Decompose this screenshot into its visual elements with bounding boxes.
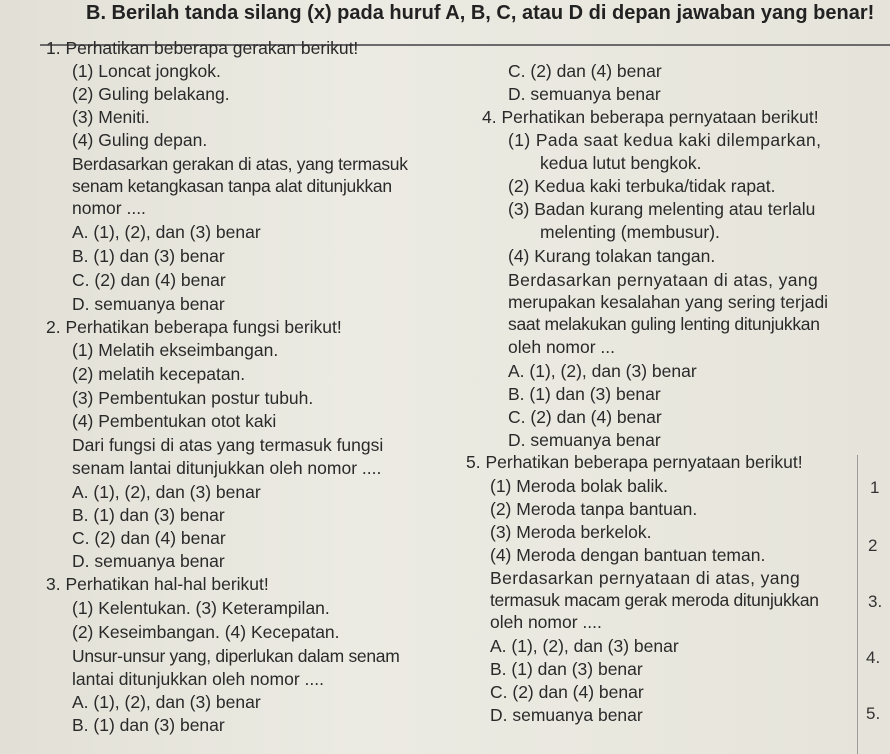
q2-item-4: (4) Pembentukan otot kaki — [72, 411, 277, 431]
q1-prompt: 1. Perhatikan beberapa gerakan berikut! — [46, 38, 359, 58]
q5-option-a[interactable]: A. (1), (2), dan (3) benar — [490, 636, 679, 656]
q1-stem-2: senam ketangkasan tanpa alat ditunjukkan — [72, 176, 392, 196]
q3-option-b[interactable]: B. (1) dan (3) benar — [72, 715, 225, 735]
q5-option-d[interactable]: D. semuanya benar — [490, 705, 643, 725]
q5-option-c[interactable]: C. (2) dan (4) benar — [490, 682, 644, 702]
q1-item-1: (1) Loncat jongkok. — [72, 61, 221, 81]
q3-prompt: 3. Perhatikan hal-hal berikut! — [46, 574, 269, 594]
q4-item-4: (4) Kurang tolakan tangan. — [508, 246, 716, 266]
q2-option-c[interactable]: C. (2) dan (4) benar — [72, 528, 226, 548]
q1-stem-3: nomor .... — [72, 198, 146, 218]
q4-stem-4: oleh nomor ... — [508, 337, 615, 357]
q2-option-a[interactable]: A. (1), (2), dan (3) benar — [72, 482, 261, 502]
q1-item-2: (2) Guling belakang. — [72, 84, 230, 104]
section-title: B. Berilah tanda silang (x) pada huruf A, B, C, atau D di depan jawaban yang benar! — [86, 2, 875, 24]
q3-items-row-2: (2) Keseimbangan. (4) Kecepatan. — [72, 622, 340, 642]
q1-item-3: (3) Meniti. — [72, 107, 150, 127]
q4-option-c[interactable]: C. (2) dan (4) benar — [508, 407, 662, 427]
carry-option-d[interactable]: D. semuanya benar — [508, 84, 661, 104]
q2-option-d[interactable]: D. semuanya benar — [72, 551, 225, 571]
q5-prompt: 5. Perhatikan beberapa pernyataan berikut! — [466, 452, 803, 472]
edge-number-3: 3. — [868, 592, 883, 611]
q4-item-2: (2) Kedua kaki terbuka/tidak rapat. — [508, 176, 776, 196]
q2-item-3: (3) Pembentukan postur tubuh. — [72, 388, 314, 408]
q1-stem-1: Berdasarkan gerakan di atas, yang termasuk — [72, 154, 408, 174]
q5-option-b[interactable]: B. (1) dan (3) benar — [490, 659, 643, 679]
q2-stem-1: Dari fungsi di atas yang termasuk fungsi — [72, 435, 384, 455]
q1-item-4: (4) Guling depan. — [72, 130, 208, 150]
q5-stem-2: termasuk macam gerak meroda ditunjukkan — [490, 590, 819, 610]
q4-item-1: (1) Pada saat kedua kaki dilemparkan, — [508, 130, 822, 150]
q5-stem-3: oleh nomor .... — [490, 612, 602, 632]
q2-item-1: (1) Melatih ekseimbangan. — [72, 340, 279, 360]
q4-option-a[interactable]: A. (1), (2), dan (3) benar — [508, 361, 697, 381]
q5-item-4: (4) Meroda dengan bantuan teman. — [490, 545, 766, 565]
q1-option-a[interactable]: A. (1), (2), dan (3) benar — [72, 222, 261, 242]
q5-stem-1: Berdasarkan pernyataan di atas, yang — [490, 568, 801, 588]
q2-option-b[interactable]: B. (1) dan (3) benar — [72, 505, 225, 525]
q5-item-2: (2) Meroda tanpa bantuan. — [490, 499, 698, 519]
q2-item-2: (2) melatih kecepatan. — [72, 364, 246, 384]
q4-prompt: 4. Perhatikan beberapa pernyataan berikut! — [482, 107, 819, 127]
q4-stem-1: Berdasarkan pernyataan di atas, yang — [508, 270, 819, 290]
q5-item-1: (1) Meroda bolak balik. — [490, 476, 668, 496]
q3-stem-2: lantai ditunjukkan oleh nomor .... — [72, 669, 324, 689]
q4-item-3-cont: melenting (membusur). — [540, 222, 720, 242]
q2-prompt: 2. Perhatikan beberapa fungsi berikut! — [46, 317, 342, 337]
q2-stem-2: senam lantai ditunjukkan oleh nomor .... — [72, 458, 382, 478]
page-edge-line — [857, 455, 858, 754]
edge-number-5: 5. — [866, 704, 881, 723]
q3-stem-1: Unsur-unsur yang, diperlukan dalam senam — [72, 646, 400, 666]
q4-option-d[interactable]: D. semuanya benar — [508, 430, 661, 450]
edge-number-2: 2 — [868, 536, 878, 555]
carry-option-c[interactable]: C. (2) dan (4) benar — [508, 61, 662, 81]
q1-option-c[interactable]: C. (2) dan (4) benar — [72, 270, 226, 290]
q4-stem-3: saat melakukan guling lenting ditunjukkan — [508, 314, 820, 334]
q3-items-row-1: (1) Kelentukan. (3) Keterampilan. — [72, 598, 330, 618]
edge-number-4: 4. — [866, 648, 881, 667]
q3-option-a[interactable]: A. (1), (2), dan (3) benar — [72, 692, 261, 712]
q4-item-3: (3) Badan kurang melenting atau terlalu — [508, 199, 816, 219]
q4-item-1-cont: kedua lutut bengkok. — [540, 153, 702, 173]
q5-item-3: (3) Meroda berkelok. — [490, 522, 652, 542]
q4-option-b[interactable]: B. (1) dan (3) benar — [508, 384, 661, 404]
q4-stem-2: merupakan kesalahan yang sering terjadi — [508, 292, 829, 312]
q1-option-d[interactable]: D. semuanya benar — [72, 294, 225, 314]
edge-number-1: 1 — [870, 478, 880, 497]
q1-option-b[interactable]: B. (1) dan (3) benar — [72, 246, 225, 266]
